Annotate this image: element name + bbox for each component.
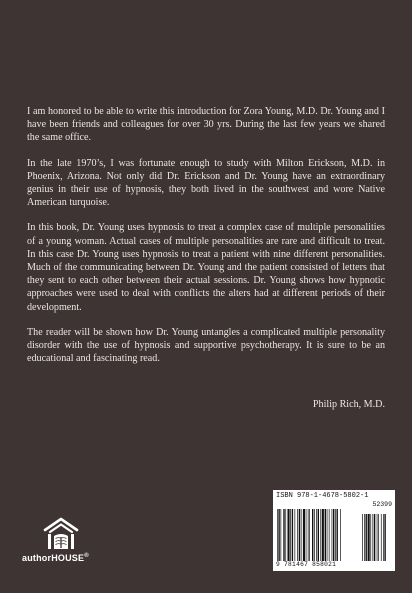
barcode-addon-bar [374, 514, 375, 561]
signature: Philip Rich, M.D. [312, 399, 385, 410]
barcode-bar [308, 509, 309, 561]
barcode-bar [297, 509, 298, 561]
intro-paragraph-3: In this book, Dr. Young uses hypnosis to treat a complex case of multiple personalities of a young woman. Actual cases of multiple personalities are rare and difficult to treat. In this case Dr. Young uses hypnosis to treat a patient with nine different personalities. Much of the communicating between Dr. Young and the patient consisted of letters that they sent to each other between their actual sessions. Dr. Young shows how hypnotic approaches were used to deal with conflicts the alters had at different periods of their development. [27, 222, 385, 313]
barcode-bar [306, 509, 307, 561]
barcode-bar [278, 509, 279, 561]
barcode-addon-bar [378, 514, 379, 561]
barcode-bar [277, 509, 278, 561]
barcode-addon-bar [373, 514, 374, 561]
barcode-addon-bar [364, 514, 365, 561]
barcode-bar [285, 509, 286, 561]
barcode-bar [335, 509, 336, 561]
barcode-addon-bar [381, 514, 382, 561]
barcode-bars [276, 509, 392, 561]
barcode-bar [322, 509, 324, 561]
barcode-bar [292, 509, 293, 561]
introduction-text [27, 105, 385, 377]
barcode-bar [288, 509, 290, 561]
barcode-bar [283, 509, 284, 561]
barcode-addon-bar [370, 514, 371, 561]
barcode-bar [337, 509, 338, 561]
barcode-addon-bar [368, 514, 370, 561]
barcode-bar [303, 509, 305, 561]
barcode-bar [333, 509, 334, 561]
barcode-addon-bar [362, 514, 363, 561]
barcode-bar [295, 509, 296, 561]
barcode-bar [327, 509, 328, 561]
isbn-label: ISBN 978-1-4678-5802-1 [276, 492, 369, 500]
barcode-bar [325, 509, 326, 561]
barcode-addon-bar [384, 514, 385, 561]
price-code: 52399 [372, 501, 392, 508]
barcode-bar [340, 509, 341, 561]
barcode-addon-bar [366, 514, 367, 561]
barcode-addon-bar [383, 514, 384, 561]
barcode-addon-bar [377, 514, 378, 561]
intro-paragraph-1: I am honored to be able to write this introduction for Zora Young, M.D. Dr. Young and I have been friends and colleagues for over 30 yrs. During the last few years we shared the same office. [27, 106, 385, 144]
barcode-bar [312, 509, 313, 561]
isbn-barcode [273, 490, 395, 571]
barcode-bar [299, 509, 300, 561]
barcode-bar [301, 509, 302, 561]
barcode-bar [329, 509, 330, 561]
barcode-bar [320, 509, 321, 561]
intro-paragraph-4: The reader will be shown how Dr. Young untangles a complicated multiple personality disorder with the use of hypnosis and supportive psychotherapy. It is sure to be an educational and fascinating read. [27, 326, 385, 365]
barcode-bar [281, 509, 282, 561]
barcode-bar [318, 509, 319, 561]
barcode-bar [332, 509, 333, 561]
barcode-digits: 9 781467 858021 [276, 561, 337, 568]
publisher-house-icon [43, 517, 79, 551]
publisher-logo [22, 517, 102, 567]
intro-paragraph-2: In the late 1970’s, I was fortunate enough to study with Milton Erickson, M.D. in Phoenix, Arizona. Not only did Dr. Erickson and Dr. Young have an extraordinary genius in their use of hypnosis, they both lived in the southwest and wore Native American turquoise. [27, 157, 385, 209]
barcode-bar [309, 509, 310, 561]
publisher-name: authorHOUSE® [22, 553, 89, 563]
barcode-bar [290, 509, 291, 561]
barcode-bar [316, 509, 317, 561]
barcode-bar [314, 509, 315, 561]
